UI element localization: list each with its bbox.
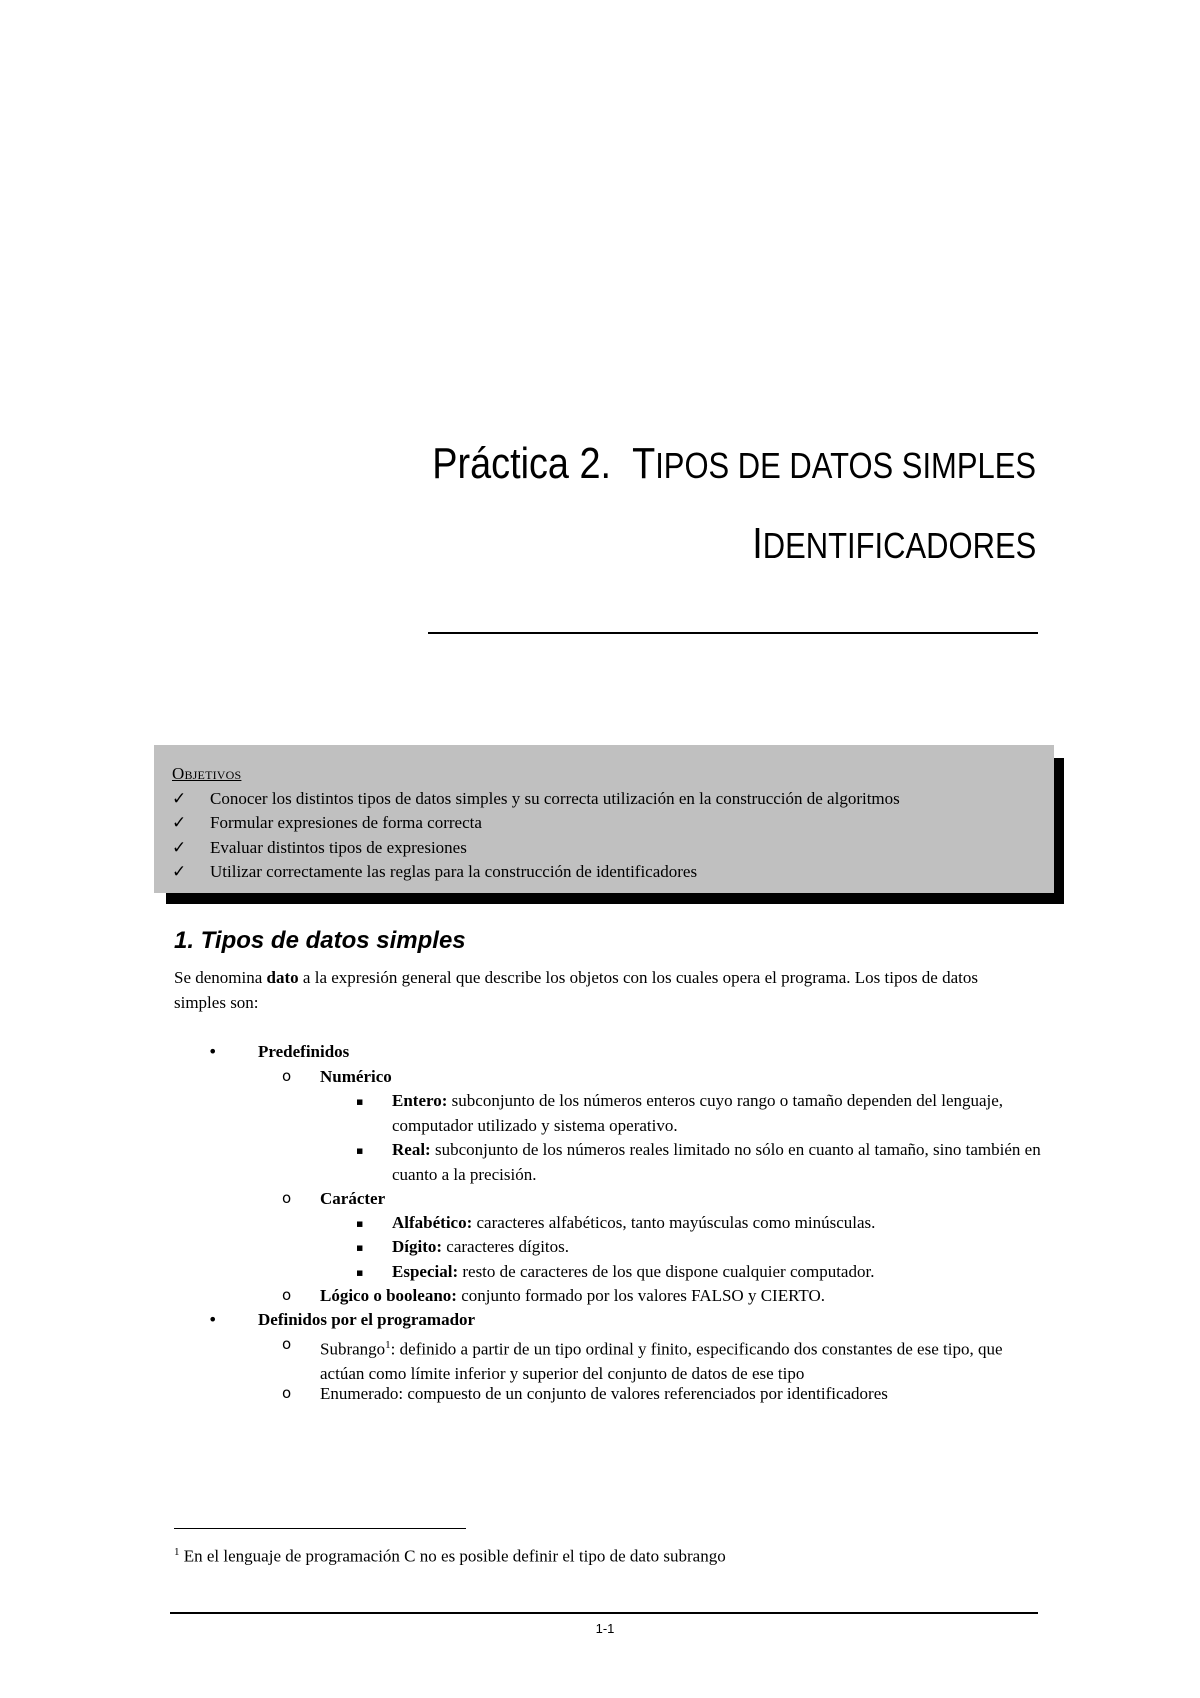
objective-text: Conocer los distintos tipos de datos simples y su correcta utilización en la construcción de algoritmos xyxy=(210,788,900,808)
intro-text: Se denomina xyxy=(174,968,267,987)
objective-text: Utilizar correctamente las reglas para la construcción de identificadores xyxy=(210,862,698,881)
objective-item xyxy=(172,787,1054,812)
item-description: caracteres alfabéticos, tanto mayúsculas como minúsculas. xyxy=(472,1213,876,1232)
section-heading: 1. Tipos de datos simples xyxy=(174,927,466,954)
item-label: Alfabético: xyxy=(392,1213,473,1232)
objective-item xyxy=(172,836,1054,861)
item-label: Definidos por el programador xyxy=(258,1310,476,1329)
bullet-icon: ▪ xyxy=(356,1217,364,1230)
bullet-icon: o xyxy=(282,1335,292,1353)
item-label: Entero: xyxy=(392,1091,448,1110)
objective-text: Formular expresiones de forma correcta xyxy=(210,813,482,832)
intro-paragraph xyxy=(174,966,1034,1015)
checkmark-icon: ✓ xyxy=(172,788,187,809)
bullet-icon: o xyxy=(282,1067,292,1085)
objectives-heading: Objetivos xyxy=(172,764,242,783)
title-line-2 xyxy=(751,519,1036,568)
objective-text: Evaluar distintos tipos de expresiones xyxy=(210,837,467,857)
intro-text-end: a la expresión general que describe los objetos con los cuales opera el programa. Los tipos de datos simples son: xyxy=(174,968,978,1012)
item-description: : definido a partir de un tipo ordinal y finito, especificando dos constantes de ese tipo, que actúan como límite inferior y superior del conjunto de datos de ese tipo xyxy=(320,1339,1003,1384)
bullet-icon: o xyxy=(282,1189,292,1207)
title-subject-2: DENTIFICADORES xyxy=(762,525,1036,566)
footnote-ref: 1 xyxy=(385,1339,391,1351)
footnote-rule xyxy=(174,1528,466,1529)
bullet-icon: • xyxy=(208,1310,218,1329)
item-description: subconjunto de los números reales limitado no sólo en cuanto al tamaño, sino también en cuanto a la precisión. xyxy=(392,1140,1041,1184)
footer-rule xyxy=(170,1612,1038,1614)
item-label: Especial: xyxy=(392,1262,459,1281)
title-practice: Práctica 2. xyxy=(432,439,612,488)
bullet-icon: • xyxy=(208,1042,218,1061)
item-text: Enumerado: compuesto de un conjunto de valores referenciados por identificadores xyxy=(320,1384,888,1403)
bullet-icon: o xyxy=(282,1384,292,1402)
item-label: Lógico o booleano: xyxy=(320,1286,457,1305)
item-label: Real: xyxy=(392,1140,431,1159)
intro-bold-term: dato xyxy=(266,968,299,987)
item-description: caracteres dígitos. xyxy=(442,1237,570,1256)
footnote xyxy=(174,1540,726,1569)
title-rule xyxy=(428,632,1038,634)
page-number: 1-1 xyxy=(595,1621,615,1636)
item-label: Numérico xyxy=(320,1067,392,1086)
item-text xyxy=(320,1284,825,1309)
objectives-box xyxy=(154,745,1054,893)
item-description: resto de caracteres de los que dispone cualquier computador. xyxy=(458,1262,875,1281)
objective-item xyxy=(172,811,1054,836)
checkmark-icon: ✓ xyxy=(172,837,187,858)
checkmark-icon: ✓ xyxy=(172,813,187,833)
objective-item xyxy=(172,860,1054,885)
checkmark-icon: ✓ xyxy=(172,862,187,882)
item-text xyxy=(392,1211,875,1236)
item-text xyxy=(392,1260,874,1285)
bullet-icon: ▪ xyxy=(356,1241,364,1254)
item-description: subconjunto de los números enteros cuyo rango o tamaño dependen del lenguaje, computador utilizado y sistema operativo. xyxy=(392,1091,1004,1135)
item-text xyxy=(392,1138,1046,1187)
title-initial-i: I xyxy=(751,519,763,568)
item-description: conjunto formado por los valores FALSO y CIERTO. xyxy=(456,1286,826,1305)
bullet-icon: ▪ xyxy=(356,1266,364,1279)
bullet-icon: ▪ xyxy=(356,1144,364,1157)
item-label: Predefinidos xyxy=(258,1042,350,1061)
item-label: Subrango xyxy=(320,1339,386,1359)
item-label: Dígito: xyxy=(392,1237,443,1256)
item-text xyxy=(320,1333,1042,1387)
item-text xyxy=(392,1089,1046,1138)
footnote-text: En el lenguaje de programación C no es posible definir el tipo de dato subrango xyxy=(179,1546,726,1566)
bullet-icon: ▪ xyxy=(356,1095,364,1108)
title-line-1 xyxy=(432,439,1036,488)
title-initial-t: T xyxy=(632,439,656,488)
bullet-icon: o xyxy=(282,1286,292,1304)
footnote-mark: 1 xyxy=(174,1546,180,1558)
item-label: Carácter xyxy=(320,1189,386,1208)
title-subject: IPOS DE DATOS SIMPLES xyxy=(655,445,1036,486)
item-text xyxy=(392,1235,569,1260)
